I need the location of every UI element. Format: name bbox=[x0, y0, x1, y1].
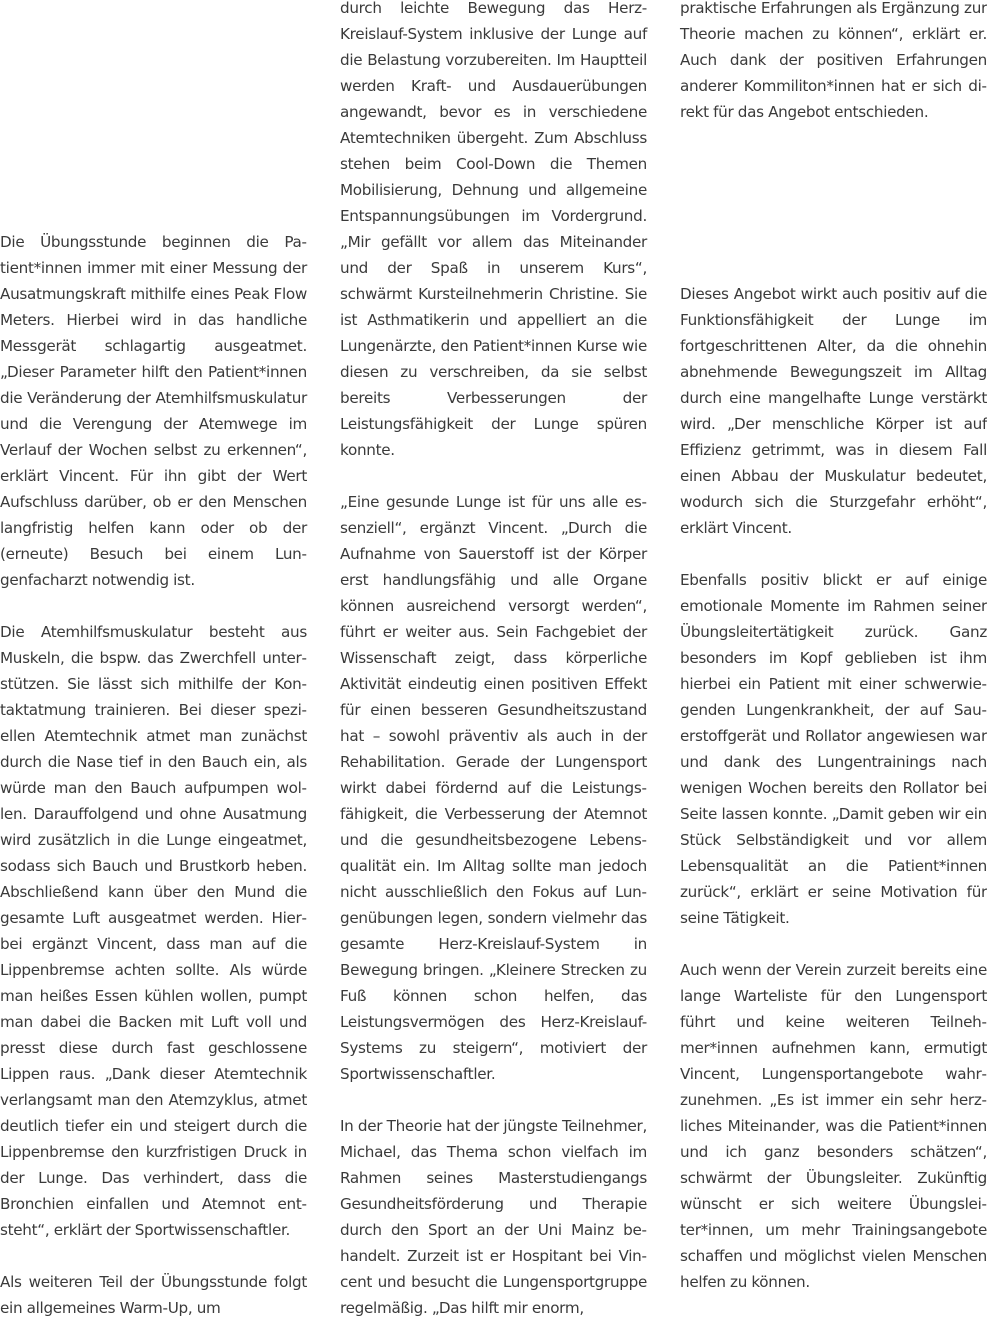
paragraph-warteliste: Auch wenn der Verein zurzeit bereits eine lange Warteliste für den Lungensport führt und keine weiteren Teilnehmer*innen aufnehmen kann, ermutigt Vincent, Lungensportangebote wahrzunehmen. „Es ist immer ein sehr herzliches Miteinander, was die Patient*innen und ich ganz besonders schätzen“, schwärmt der Übungsleiter. Zukünftig wünscht er sich weitere Übungsleiter*innen, um mehr Trainingsangebote schaffen und möglichst vielen Menschen helfen zu können. bbox=[680, 961, 987, 1291]
article-column-1 bbox=[0, 229, 307, 1321]
paragraph-michael-continued: praktische Erfahrungen als Ergänzung zur Theorie machen zu können“, erklärt er. Auch dank der positiven Erfahrungen anderer Kommiliton*innen hat er sich direkt für das Angebot entschieden. bbox=[680, 0, 987, 121]
paragraph-warm-up-start: Als weiteren Teil der Übungsstunde folgt ein allgemeines Warm-Up, um bbox=[0, 1273, 307, 1317]
paragraph-alter: Dieses Angebot wirkt auch positiv auf die Funktionsfähigkeit der Lunge im fortgeschrittenen Alter, da die ohnehin abnehmende Bewegungszeit im Alltag durch eine mangelhafte Lunge verstärkt wird. „Der menschliche Körper ist auf Effizienz getrimmt, was in diesem Fall einen Abbau der Muskulatur bedeutet, wodurch sich die Sturzgefahr erhöht“, erklärt Vincent. bbox=[680, 285, 987, 537]
paragraph-peak-flow: Die Übungsstunde beginnen die Patient*innen immer mit einer Messung der Ausatmungskraft mithilfe eines Peak Flow Meters. Hierbei wird in das handliche Messgerät schlagartig ausgeatmet. „Dieser Parameter hilft den Patient*innen die Veränderung der Atemhilfsmuskulatur und die Verengung der Atemwege im Verlauf der Wochen selbst zu erkennen“, erklärt Vincent. Für ihn gibt der Wert Aufschluss darüber, ob er den Menschen langfristig helfen kann oder ob der (erneute) Besuch bei einem Lungenfacharzt notwendig ist. bbox=[0, 233, 307, 589]
paragraph-warm-up-continued: durch leichte Bewegung das Herz-Kreislauf-System inklusive der Lunge auf die Belastung vorzubereiten. Im Hauptteil werden Kraft- und Ausdauerübungen angewandt, bevor es in verschiedene Atemtechniken übergeht. Zum Abschluss stehen beim Cool-Down die Themen Mobilisierung, Dehnung und allgemeine Entspannungsübungen im Vordergrund. „Mir gefällt vor allem das Miteinander und der Spaß in unserem Kurs“, schwärmt Kursteilnehmerin Christine. Sie ist Asthmatikerin und appelliert an die Lungenärzte, den Patient*innen Kurse wie diesen zu verschreiben, da sie selbst bereits Verbesserungen der Leistungsfähigkeit der Lunge spüren konnte. bbox=[340, 0, 647, 459]
paragraph-michael: In der Theorie hat der jüngste Teilnehmer, Michael, das Thema schon vielfach im Rahmen seines Masterstudiengangs Gesundheitsförderung und Therapie durch den Sport an der Uni Mainz behandelt. Zurzeit ist er Hospitant bei Vincent und besucht die Lungensportgruppe regelmäßig. „Das hilft mir enorm, bbox=[340, 1117, 647, 1317]
paragraph-gesunde-lunge: „Eine gesunde Lunge ist für uns alle essenziell“, ergänzt Vincent. „Durch die Aufnahme von Sauerstoff ist der Körper erst handlungsfähig und alle Organe können ausreichend versorgt werden“, führt er weiter aus. Sein Fachgebiet der Wissenschaft zeigt, dass körperliche Aktivität eindeutig einen positiven Effekt für einen besseren Gesundheitszustand hat – sowohl präventiv als auch in der Rehabilitation. Gerade der Lungensport wirkt dabei fördernd auf die Leistungsfähigkeit, die Verbesserung der Atemnot und die gesundheitsbezogene Lebensqualität ein. Im Alltag sollte man jedoch nicht ausschließlich den Fokus auf Lungenübungen legen, sondern vielmehr das gesamte Herz-Kreislauf-System in Bewegung bringen. „Kleinere Strecken zu Fuß können schon helfen, das Leistungsvermögen des Herz-Kreislauf-Systems zu steigern“, motiviert der Sportwissenschaftler. bbox=[340, 493, 647, 1083]
paragraph-emotionale-momente: Ebenfalls positiv blickt er auf einige emotionale Momente im Rahmen seiner Übungsleitertätigkeit zurück. Ganz besonders im Kopf geblieben ist ihm hierbei ein Patient mit einer schwerwiegenden Lungenkrankheit, der auf Sauerstoffgerät und Rollator angewiesen war und dank des Lungentrainings nach wenigen Wochen bereits den Rollator bei Seite lassen konnte. „Damit geben wir ein Stück Selbständigkeit und vor allem Lebensqualität an die Patient*innen zurück“, erklärt er seine Motivation für seine Tätigkeit. bbox=[680, 571, 987, 927]
article-column-3 bbox=[680, 0, 987, 1295]
article-column-2 bbox=[340, 0, 647, 1321]
paragraph-atemhilfsmuskulatur: Die Atemhilfsmuskulatur besteht aus Muskeln, die bspw. das Zwerchfell unterstützen. Sie lässt sich mithilfe der Kontaktatmung trainieren. Bei dieser speziellen Atemtechnik atmet man zunächst durch die Nase tief in den Bauch ein, als würde man den Bauch aufpumpen wollen. Darauffolgend und ohne Ausatmung wird zusätzlich in die Lunge eingeatmet, sodass sich Bauch und Brustkorb heben. Abschließend kann über den Mund die gesamte Luft ausgeatmet werden. Hierbei ergänzt Vincent, dass man auf die Lippenbremse achten sollte. Als würde man heißes Essen kühlen wollen, pumpt man dabei die Backen mit Luft voll und presst diese durch fast geschlossene Lippen raus. „Dank dieser Atemtechnik verlangsamt man den Atemzyklus, atmet deutlich tiefer ein und steigert durch die Lippenbremse den kurzfristigen Druck in der Lunge. Das verhindert, dass die Bronchien einfallen und Atemnot entsteht“, erklärt der Sportwissenschaftler. bbox=[0, 623, 307, 1239]
